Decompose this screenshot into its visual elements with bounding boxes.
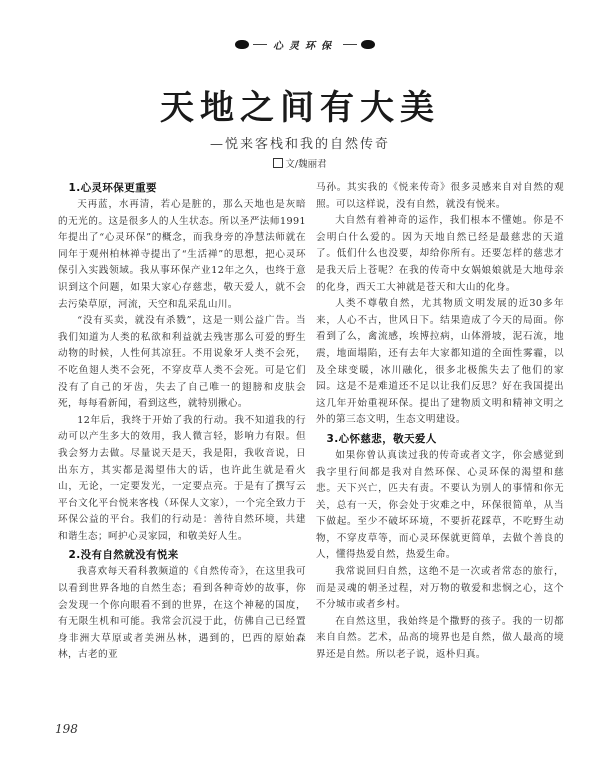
paragraph: 大自然有着神奇的运作，我们根本不懂她。你是不会明白什么爱的。因为天地自然已经是最慈悲的天道了。低们什么也没要，却给你所有。还要怎样的慈悲才是我天后上苍呢？在我的传奇中女娲娘娘就是大地母亲的化身，西天工大神就是苍天和大山的化身。 <box>316 215 564 293</box>
paragraph: “没有买卖，就没有杀戮”，这是一则公益广告。当我们知道为人类的私欲和利益就去残害那么可爱的野生动物的时候，人性何其凉狂。不用说象牙人类不会死，不吃鱼翅人类不会死，不穿皮草人类不会死。可是它们没有了自己的牙齿，失去了自己唯一的翅膀和皮肤会死，每每看新闻，看到这些，就特别揪心。 <box>58 315 306 410</box>
paragraph: 我喜欢每天看科教频道的《自然传奇》，在这里我可以看到世界各地的自然生态；看到各种奇妙的故事，你会发现一个你向眼看不到的世界，在这个神秘的国度，有无限生机和可能。我常会沉浸于此，仿佛自己已经置身非洲大草原或者美洲丛林，遇到的，巴西的原始森林，古老的亚 <box>58 566 306 661</box>
ornament-right-icon <box>361 40 375 49</box>
header-rule-left <box>253 44 267 45</box>
byline-box-icon <box>273 158 283 168</box>
left-column <box>58 180 306 664</box>
ornament-left-icon <box>235 40 249 49</box>
paragraph: 我常说回归自然，这绝不是一次或者常态的旅行，而是灵魂的朝圣过程，对万物的敬爱和悲悯之心，这个不分城市或者乡村。 <box>316 566 564 611</box>
section-heading: 1.心灵环保更重要 <box>68 182 157 194</box>
article-subtitle: —悦来客栈和我的自然传奇 <box>209 137 390 152</box>
paragraph: 天再蓝，水再清，若心是脏的，那么天地也是灰暗的无光的。这是很多人的人生状态。所以圣严法师1991年提出了“心灵环保”的概念，而我身旁的净慧法师就在同年于观州柏林禅寺提出了“生活禅”的思想，把心灵环保引入实践领域。我从事环保产业12年之久，也终于意识到这个问题，如果大家心存慈悲，敬天爱人，就不会去污染草原，河流，天空和乱采乱山川。 <box>58 199 306 310</box>
paragraph: 12年后，我终于开始了我的行动。我不知道我的行动可以产生多大的效用，我人微言轻，影响力有限。但我会努力去做。尽量说天是天，我是阳，我收音说，日出东方，其实都是渴望伟大的话，也许此生就是看火山，无论，一定要发光，一定要点亮。于是有了撰写云平台文化平台悦来客栈（环保人文家），一个完全致力于环保公益的平台。我们的行动是：善待自然环境，共建和谐生态；呵护心灵家园，和敬美好人生。 <box>58 414 306 542</box>
author: 文/魏丽君 <box>285 159 327 170</box>
section-heading: 3.心怀慈悲，敬天爱人 <box>326 432 437 445</box>
paragraph: 在自然这里，我始终是个撒野的孩子。我的一切都来自自然。艺术，品高的境界也是自然，做人最高的境界还是自然。所以老子说，返朴归真。 <box>316 615 564 661</box>
article-title: 天地之间有大美 <box>160 88 440 128</box>
paragraph: 如果你曾认真读过我的传奇或者文字，你会感觉到我字里行间都是我对自然环保、心灵环保的渴望和慈悲。天下兴亡，匹夫有责。不要认为别人的事情和你无关，总有一天，你会处于灾难之中，环保很简单，从当下做起。至少不破坏环境，不要折花踩草，不吃野生动物，不穿皮草等，而心灵环保就更简单，去做个善良的人，懂得热爱自然，热爱生命。 <box>316 449 564 561</box>
section-heading: 2.没有自然就没有悦来 <box>68 549 179 562</box>
byline <box>0 156 600 170</box>
right-column <box>316 180 564 664</box>
column-header <box>235 34 375 54</box>
column-name: 心灵环保 <box>273 40 337 52</box>
page-number: 198 <box>55 722 78 736</box>
paragraph: 人类不尊敬自然，尤其物质文明发展的近30多年来，人心不古，世风日下。结果造成了今天的局面。你看到了么，禽流感，埃博拉病，山体滑坡，泥石流，地震，地面塌陷，还有去年大家都知道的全面性雾霾，以及全球变暖，冰川融化，很多北极熊失去了他们的家园。这是不是难道还不足以让我们反思？好在我国提出这几年开始重视环保。提出了建物质文明和精神文明之外的第三态文明，生态文明建设。 <box>316 298 564 426</box>
header-rule-right <box>343 44 357 45</box>
paragraph: 马孙。其实我的《悦来传奇》很多灵感来自对自然的观照。可以这样说，没有自然，就没有悦来。 <box>316 182 564 210</box>
